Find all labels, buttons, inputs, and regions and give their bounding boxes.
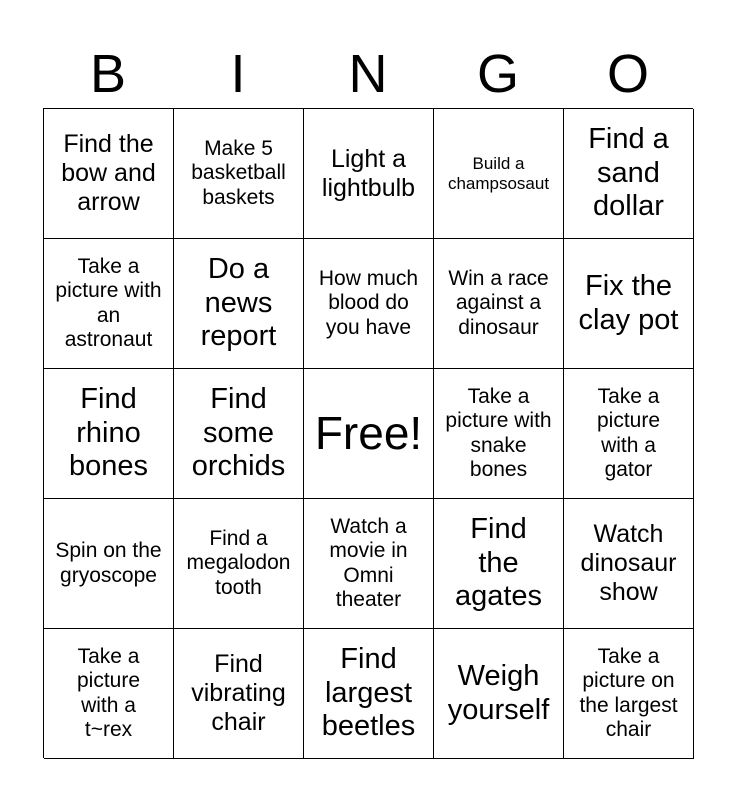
cell-text: Watch dinosaur show [580, 520, 677, 606]
cell-text: Find some orchids [191, 383, 286, 483]
bingo-cell[interactable] [434, 239, 564, 369]
cell-text: Take a picture with a t~rex [76, 645, 141, 741]
bingo-cell[interactable] [44, 109, 174, 239]
bingo-cell[interactable] [564, 239, 694, 369]
free-space-text: Free! [314, 407, 423, 460]
bingo-cell[interactable] [434, 629, 564, 759]
header-letter-o: O [606, 44, 649, 104]
bingo-cell[interactable] [564, 499, 694, 629]
cell-text: Make 5 basketball baskets [191, 137, 286, 209]
cell-text: Find a megalodon tooth [186, 527, 291, 599]
cell-text: Spin on the gryoscope [55, 539, 162, 587]
free-space[interactable] [304, 369, 434, 499]
header-letter-n: N [348, 44, 388, 104]
cell-text: Find a sand dollar [588, 123, 669, 223]
bingo-cell[interactable] [434, 109, 564, 239]
bingo-cell[interactable] [304, 499, 434, 629]
bingo-cell[interactable] [44, 369, 174, 499]
cell-text: Do a news report [200, 253, 277, 353]
bingo-cell[interactable] [174, 369, 304, 499]
cell-text: Find the bow and arrow [61, 130, 156, 216]
cell-text: Find largest beetles [321, 643, 416, 743]
header-letter-g: G [476, 44, 519, 104]
bingo-cell[interactable] [564, 629, 694, 759]
cell-text: Take a picture with snake bones [445, 385, 552, 481]
bingo-cell[interactable] [304, 239, 434, 369]
cell-text: Find vibrating chair [191, 650, 286, 736]
bingo-cell[interactable] [304, 109, 434, 239]
bingo-cell[interactable] [174, 239, 304, 369]
bingo-cell[interactable] [174, 499, 304, 629]
cell-text: Fix the clay pot [578, 270, 679, 336]
bingo-cell[interactable] [434, 369, 564, 499]
cell-text: Find the agates [454, 513, 543, 613]
cell-text: Weigh yourself [447, 660, 550, 726]
bingo-header [43, 40, 693, 108]
bingo-cell[interactable] [44, 629, 174, 759]
cell-text: Take a picture with a gator [596, 385, 661, 481]
bingo-cell[interactable] [174, 629, 304, 759]
header-letter-i: I [230, 44, 246, 104]
cell-text: Watch a movie in Omni theater [329, 515, 408, 611]
bingo-cell[interactable] [304, 629, 434, 759]
cell-text: Take a picture on the largest chair [579, 645, 678, 741]
bingo-cell[interactable] [434, 499, 564, 629]
cell-text: Find rhino bones [68, 383, 148, 483]
bingo-cell[interactable] [44, 239, 174, 369]
bingo-cell[interactable] [44, 499, 174, 629]
cell-text: Take a picture with an astronaut [55, 255, 162, 351]
cell-text: Light a lightbulb [321, 144, 416, 202]
cell-text: Build a champsosaut [447, 153, 550, 193]
bingo-grid [43, 108, 693, 758]
cell-text: How much blood do you have [318, 267, 419, 339]
bingo-cell[interactable] [564, 109, 694, 239]
bingo-cell[interactable] [174, 109, 304, 239]
header-letter-b: B [89, 44, 127, 104]
bingo-cell[interactable] [564, 369, 694, 499]
cell-text: Win a race against a dinosaur [448, 267, 549, 339]
